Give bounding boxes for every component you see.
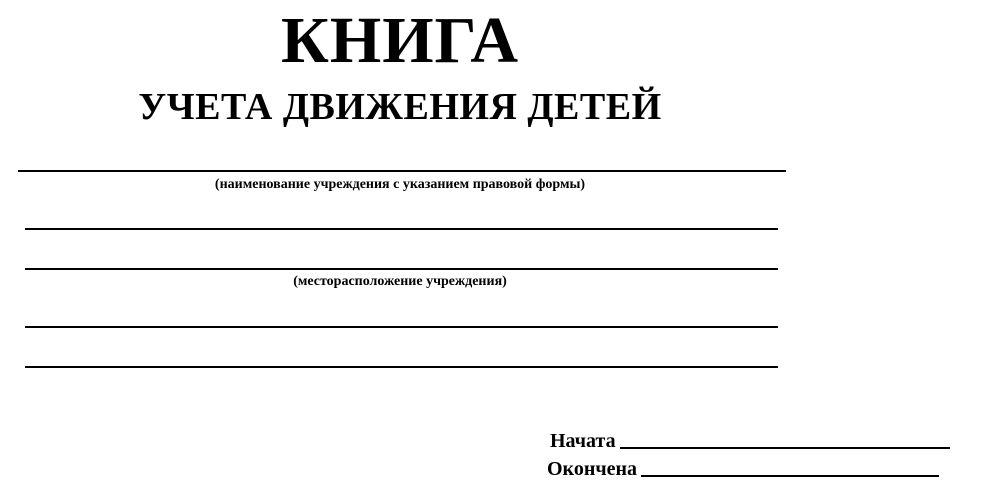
- location-line: [25, 268, 778, 270]
- location-caption: (месторасположение учреждения): [293, 274, 507, 289]
- institution-name-line-2: [25, 228, 778, 230]
- institution-name-line: [18, 170, 786, 172]
- institution-caption: (наименование учреждения с указанием правовой формы): [214, 177, 586, 192]
- ended-date-line: [641, 475, 939, 477]
- started-label: Начата: [550, 430, 616, 452]
- location-line-2: [25, 326, 778, 328]
- document-title: КНИГА: [281, 4, 519, 77]
- location-line-3: [25, 366, 778, 368]
- started-row: [550, 431, 950, 451]
- document-subtitle: УЧЕТА ДВИЖЕНИЯ ДЕТЕЙ: [138, 86, 662, 128]
- ended-row: [547, 459, 939, 479]
- started-date-line: [620, 447, 950, 449]
- ended-label: Окончена: [547, 458, 638, 480]
